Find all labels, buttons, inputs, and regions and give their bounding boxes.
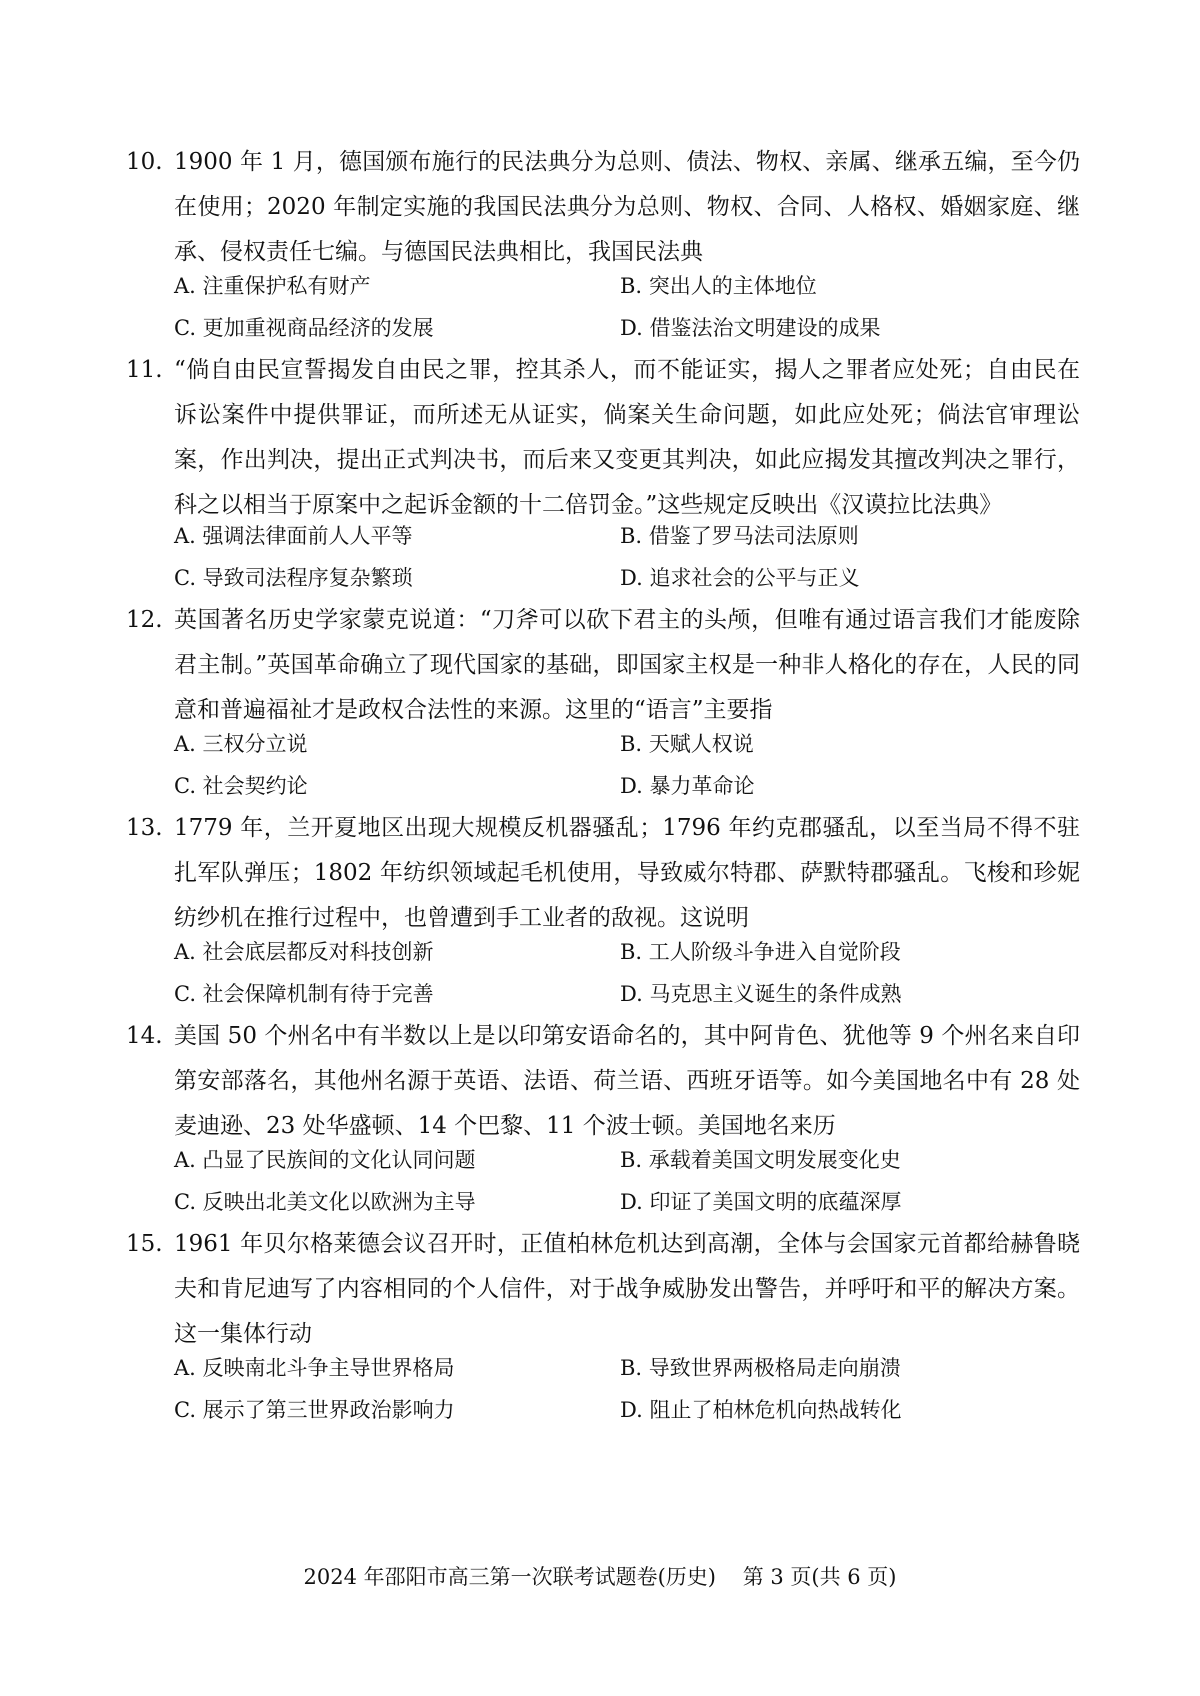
question-stem: 1779 年，兰开夏地区出现大规模反机器骚乱；1796 年约克郡骚乱，以至当局不得不驻扎军队弹压；1802 年纺织领域起毛机使用，导致威尔特郡、萨默特郡骚乱。飞梭和珍妮纺纱机在推行过程中，也曾遭到手工业者的敌视。这说明 <box>174 815 1080 931</box>
page-number: 第 3 页(共 6 页) <box>742 1565 897 1589</box>
question-number: 15. <box>126 1231 163 1257</box>
option-b: B. 天赋人权说 <box>620 732 754 756</box>
question-number: 11. <box>126 357 163 383</box>
option-d: D. 马克思主义诞生的条件成熟 <box>620 982 902 1006</box>
option-d: D. 暴力革命论 <box>620 774 755 798</box>
option-a: A. 三权分立说 <box>174 732 308 756</box>
question-number: 10. <box>126 149 163 175</box>
option-c: C. 社会保障机制有待于完善 <box>174 982 434 1006</box>
option-a: A. 注重保护私有财产 <box>174 274 371 298</box>
question-stem: 美国 50 个州名中有半数以上是以印第安语命名的，其中阿肯色、犹他等 9 个州名来自印第安部落名，其他州名源于英语、法语、荷兰语、西班牙语等。如今美国地名中有 28 处麦迪逊、23 处华盛顿、14 个巴黎、11 个波士顿。美国地名来历 <box>174 1023 1080 1139</box>
option-c: C. 导致司法程序复杂繁琐 <box>174 566 413 590</box>
option-c: C. 社会契约论 <box>174 774 308 798</box>
question-number: 12. <box>126 607 163 633</box>
question-stem: “倘自由民宣誓揭发自由民之罪，控其杀人，而不能证实，揭人之罪者应处死；自由民在诉讼案件中提供罪证，而所述无从证实，倘案关生命问题，如此应处死；倘法官审理讼案，作出判决，提出正式判决书，而后来又变更其判决，如此应揭发其擅改判决之罪行，科之以相当于原案中之起诉金额的十二倍罚金。”这些规定反映出《汉谟拉比法典》 <box>174 357 1080 518</box>
option-d: D. 借鉴法治文明建设的成果 <box>620 316 881 340</box>
option-a: A. 强调法律面前人人平等 <box>174 524 413 548</box>
option-c: C. 展示了第三世界政治影响力 <box>174 1398 455 1422</box>
option-b: B. 承载着美国文明发展变化史 <box>620 1148 901 1172</box>
option-a: A. 社会底层都反对科技创新 <box>174 940 434 964</box>
question-number: 13. <box>126 815 163 841</box>
question-number: 14. <box>126 1023 163 1049</box>
option-b: B. 工人阶级斗争进入自觉阶段 <box>620 940 901 964</box>
option-d: D. 追求社会的公平与正义 <box>620 566 860 590</box>
exam-title: 2024 年邵阳市高三第一次联考试题卷(历史) <box>303 1565 716 1589</box>
option-d: D. 阻止了柏林危机向热战转化 <box>620 1398 902 1422</box>
question-stem: 1900 年 1 月，德国颁布施行的民法典分为总则、债法、物权、亲属、继承五编，至今仍在使用；2020 年制定实施的我国民法典分为总则、物权、合同、人格权、婚姻家庭、继承、侵权责任七编。与德国民法典相比，我国民法典 <box>174 149 1080 265</box>
option-b: B. 导致世界两极格局走向崩溃 <box>620 1356 901 1380</box>
option-a: A. 反映南北斗争主导世界格局 <box>174 1356 455 1380</box>
option-c: C. 更加重视商品经济的发展 <box>174 316 434 340</box>
page-footer <box>0 1560 1200 1594</box>
option-a: A. 凸显了民族间的文化认同问题 <box>174 1148 476 1172</box>
option-b: B. 突出人的主体地位 <box>620 274 817 298</box>
option-c: C. 反映出北美文化以欧洲为主导 <box>174 1190 476 1214</box>
question-stem: 1961 年贝尔格莱德会议召开时，正值柏林危机达到高潮，全体与会国家元首都给赫鲁晓夫和肯尼迪写了内容相同的个人信件，对于战争威胁发出警告，并呼吁和平的解决方案。这一集体行动 <box>174 1231 1080 1347</box>
option-b: B. 借鉴了罗马法司法原则 <box>620 524 859 548</box>
question-stem: 英国著名历史学家蒙克说道：“刀斧可以砍下君主的头颅，但唯有通过语言我们才能废除君主制。”英国革命确立了现代国家的基础，即国家主权是一种非人格化的存在，人民的同意和普遍福祉才是政权合法性的来源。这里的“语言”主要指 <box>174 607 1080 723</box>
option-d: D. 印证了美国文明的底蕴深厚 <box>620 1190 902 1214</box>
